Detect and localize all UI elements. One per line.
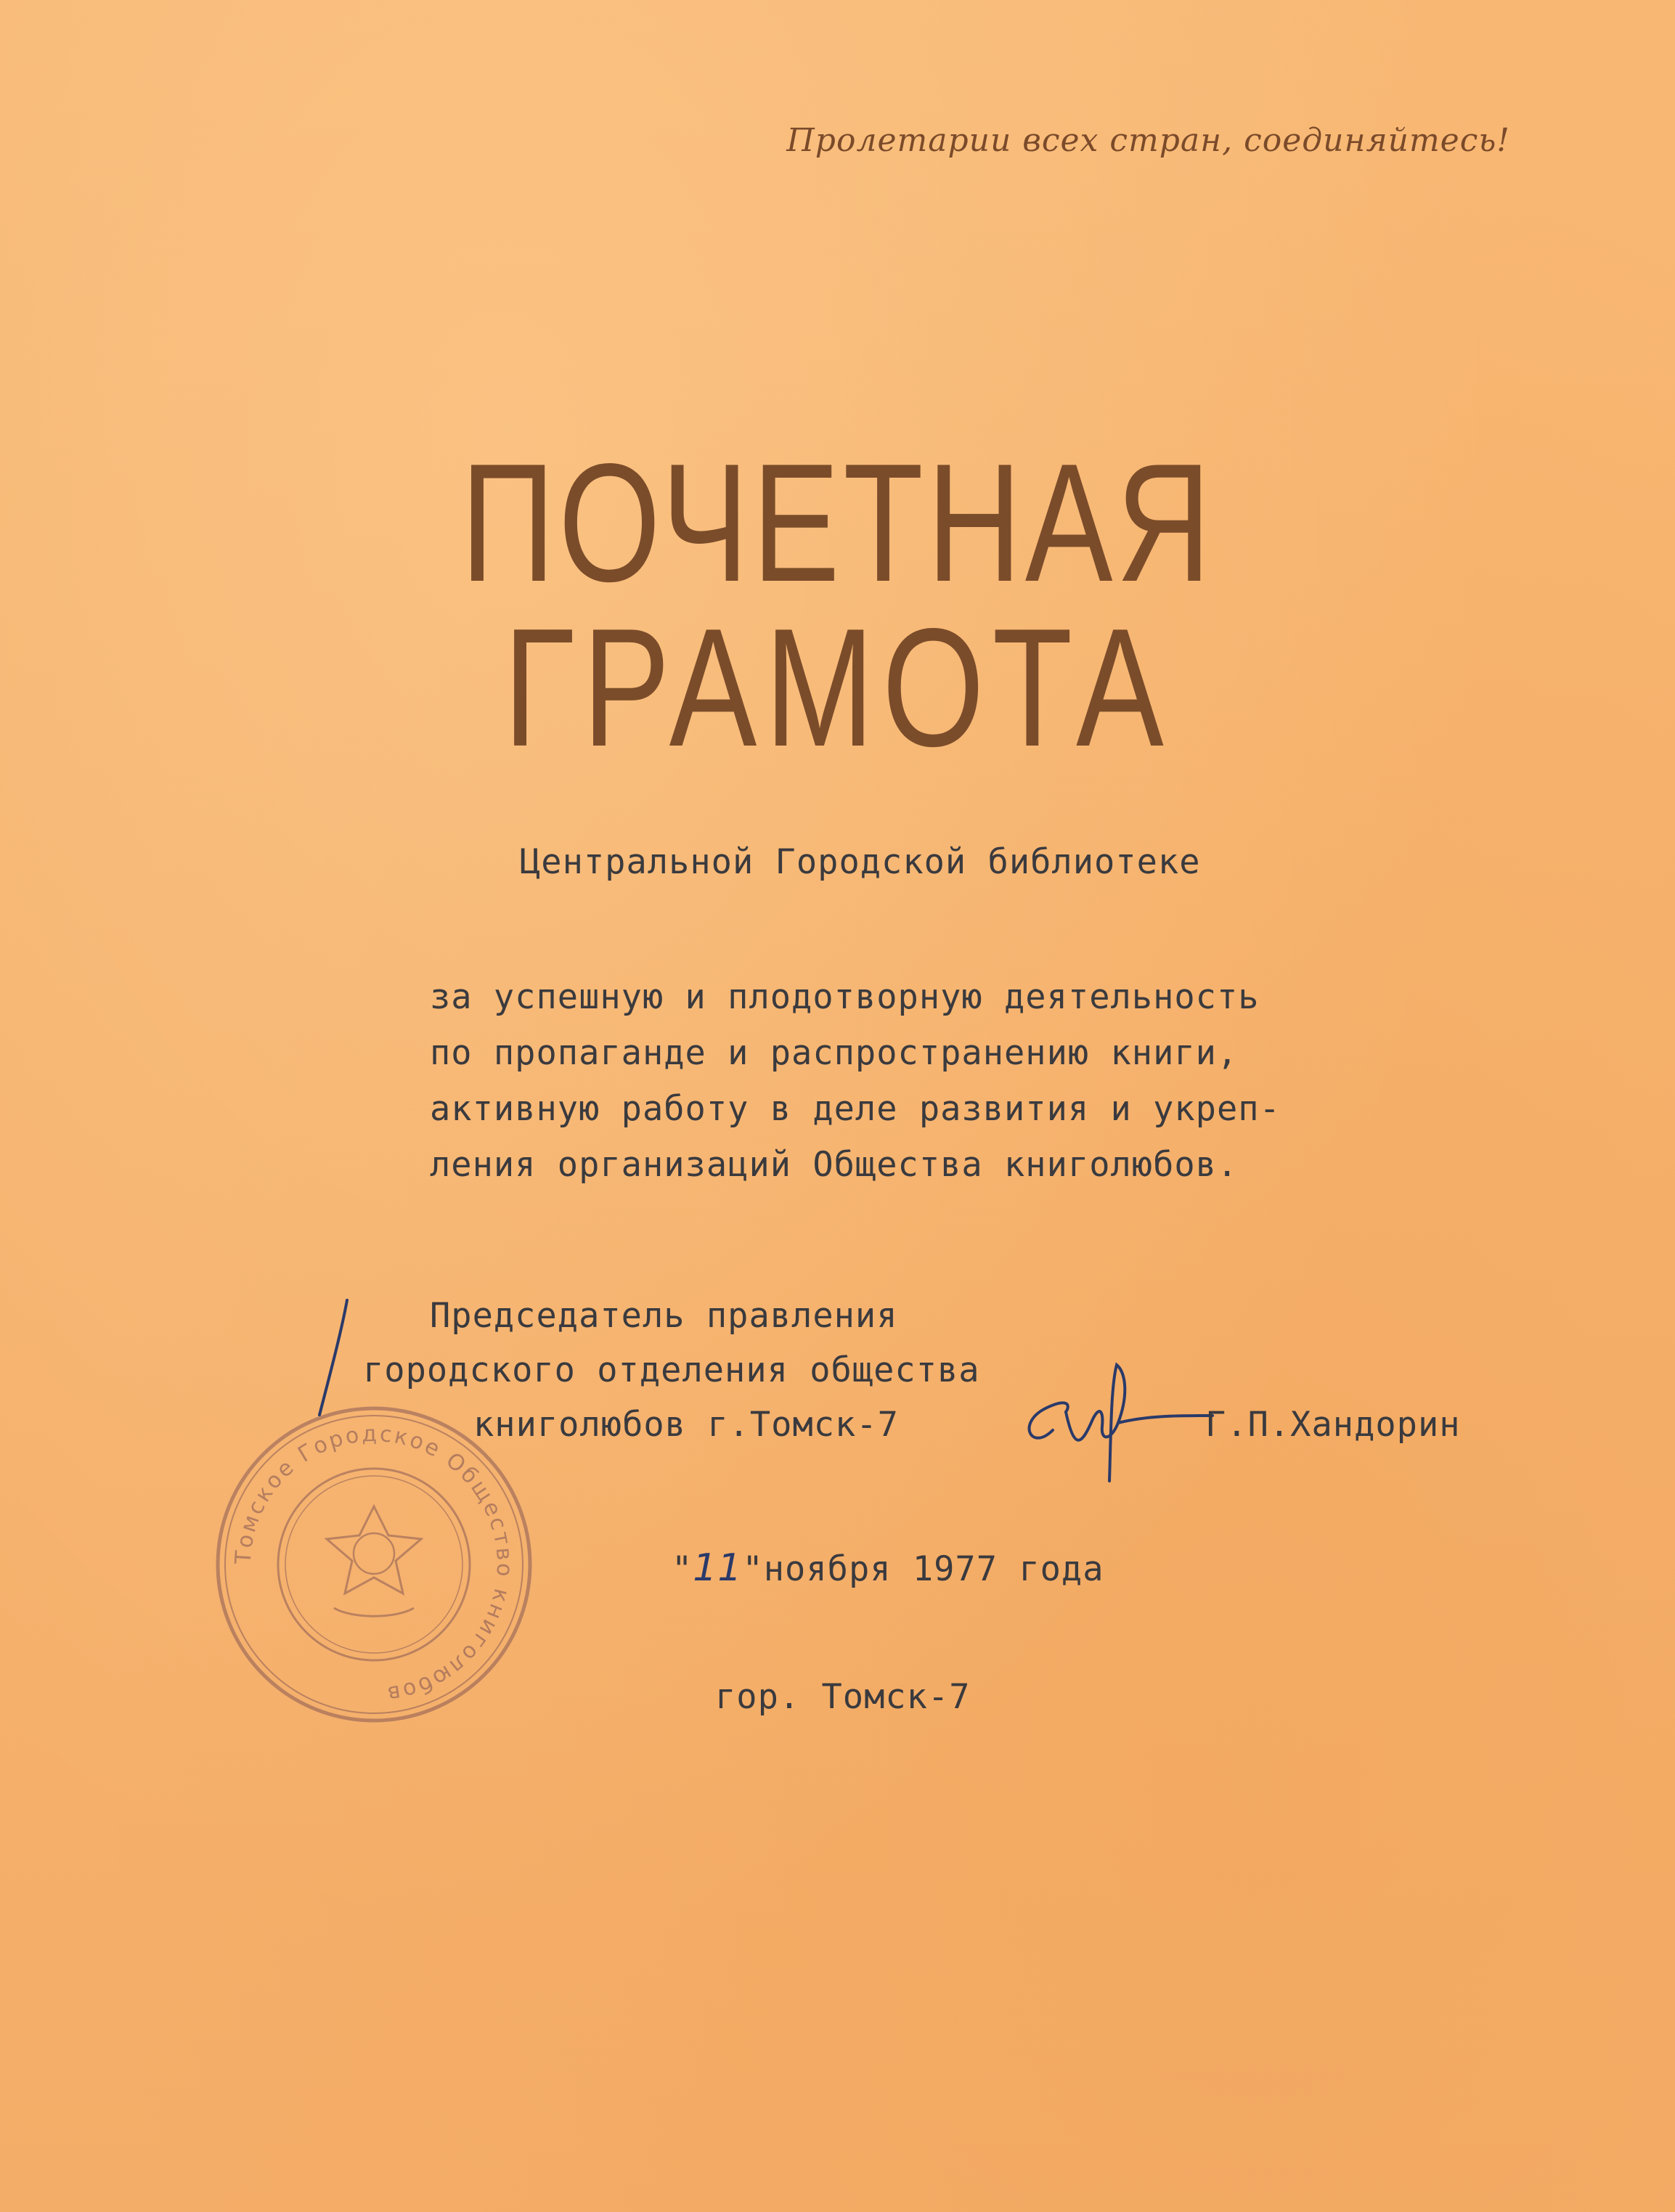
reason-line: ления организаций Общества книголюбов. — [430, 1145, 1239, 1185]
recipient: Центральной Городской библиотеке — [520, 842, 1201, 882]
signer-position-line-1: Председатель правления — [430, 1296, 898, 1336]
title-line-2: ГРАМОТА — [503, 594, 1172, 782]
svg-text:Томское Городское Общество кни — [231, 1421, 518, 1707]
reason-line: по пропаганде и распространению книги, — [430, 1033, 1239, 1073]
handwritten-signature — [1002, 1343, 1220, 1488]
reason-line: активную работу в деле развития и укреп- — [430, 1089, 1281, 1129]
signer-position-line-2: городского отделения общества — [363, 1350, 980, 1390]
title-line-1: ПОЧЕТНАЯ — [460, 429, 1215, 617]
signer-name: Г.П.Хандорин — [1205, 1405, 1461, 1445]
award-reason — [430, 969, 1281, 1193]
city: гор. Томск-7 — [715, 1677, 971, 1717]
signer-position-line-3: книголюбов г.Томск-7 — [473, 1405, 899, 1445]
issue-date — [672, 1546, 1104, 1590]
reason-line: за успешную и плодотворную деятельность — [430, 977, 1260, 1017]
seal-ring-text: Томское Городское Общество книголюбов — [230, 1421, 518, 1707]
date-quote: " — [672, 1549, 693, 1589]
motto: Пролетарии всех стран, соединяйтесь! — [786, 122, 1510, 159]
official-seal — [207, 1397, 541, 1731]
date-month-year: "ноября 1977 года — [742, 1549, 1104, 1589]
date-day: 11 — [693, 1546, 743, 1590]
